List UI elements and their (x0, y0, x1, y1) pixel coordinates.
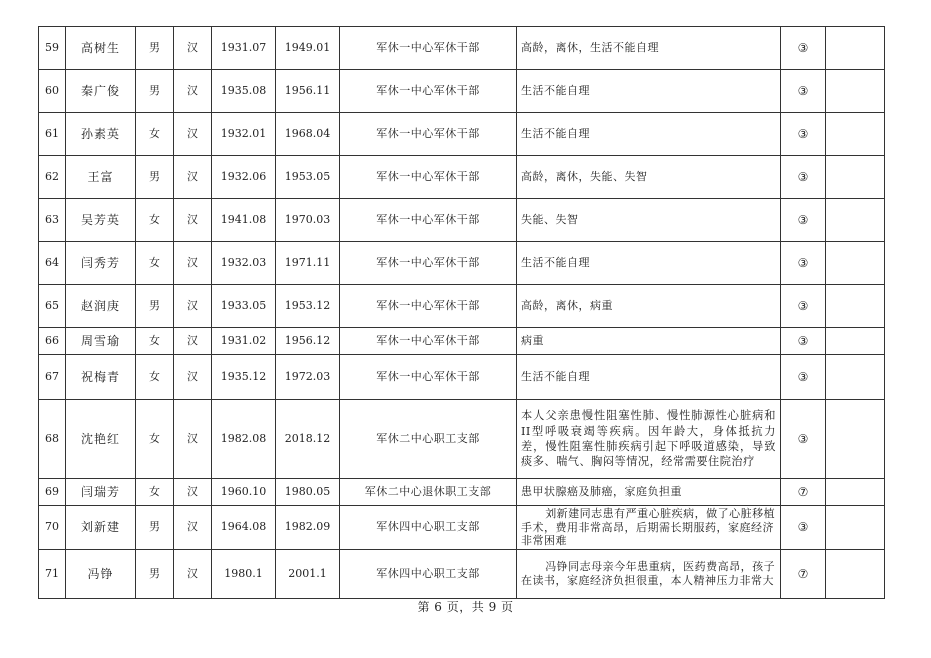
work-unit: 军休一中心军休干部 (340, 242, 517, 285)
ethnicity: 汉 (174, 328, 212, 355)
birth-date: 1935.08 (212, 70, 276, 113)
table-row (39, 355, 885, 400)
gender: 男 (136, 285, 174, 328)
row-number: 68 (39, 400, 66, 479)
birth-date: 1932.03 (212, 242, 276, 285)
gender: 男 (136, 156, 174, 199)
birth-date: 1933.05 (212, 285, 276, 328)
ethnicity: 汉 (174, 156, 212, 199)
birth-date: 1932.06 (212, 156, 276, 199)
hardship-reason: 生活不能自理 (517, 70, 781, 113)
row-number: 63 (39, 199, 66, 242)
note-cell (826, 355, 885, 400)
hardship-reason: 生活不能自理 (517, 113, 781, 156)
work-unit: 军休二中心职工支部 (340, 400, 517, 479)
work-start-date: 1970.03 (276, 199, 340, 242)
table-row (39, 199, 885, 242)
person-name: 祝梅青 (66, 355, 136, 400)
ethnicity: 汉 (174, 113, 212, 156)
category-mark: ⑦ (781, 479, 826, 506)
work-unit: 军休四中心职工支部 (340, 506, 517, 550)
birth-date: 1935.12 (212, 355, 276, 400)
note-cell (826, 479, 885, 506)
work-start-date: 1971.11 (276, 242, 340, 285)
applicant-table (38, 26, 885, 599)
note-cell (826, 156, 885, 199)
note-cell (826, 70, 885, 113)
person-name: 闫瑞芳 (66, 479, 136, 506)
row-number: 62 (39, 156, 66, 199)
birth-date: 1980.1 (212, 550, 276, 599)
work-unit: 军休一中心军休干部 (340, 355, 517, 400)
category-mark: ③ (781, 199, 826, 242)
person-name: 王富 (66, 156, 136, 199)
category-mark: ③ (781, 400, 826, 479)
note-cell (826, 400, 885, 479)
work-unit: 军休一中心军休干部 (340, 328, 517, 355)
person-name: 刘新建 (66, 506, 136, 550)
hardship-reason: 刘新建同志患有严重心脏疾病，做了心脏移植手术，费用非常高昂，后期需长期服药，家庭经济非常困难 (517, 506, 781, 550)
category-mark: ③ (781, 27, 826, 70)
birth-date: 1982.08 (212, 400, 276, 479)
row-number: 67 (39, 355, 66, 400)
category-mark: ③ (781, 285, 826, 328)
hardship-reason: 病重 (517, 328, 781, 355)
gender: 女 (136, 242, 174, 285)
category-mark: ③ (781, 506, 826, 550)
table-row (39, 400, 885, 479)
person-name: 孙素英 (66, 113, 136, 156)
table-row (39, 328, 885, 355)
hardship-reason: 高龄，离休，失能、失智 (517, 156, 781, 199)
hardship-reason: 高龄，离休，病重 (517, 285, 781, 328)
birth-date: 1960.10 (212, 479, 276, 506)
work-unit: 军休一中心军休干部 (340, 27, 517, 70)
ethnicity: 汉 (174, 199, 212, 242)
work-start-date: 1980.05 (276, 479, 340, 506)
work-start-date: 1953.12 (276, 285, 340, 328)
person-name: 高树生 (66, 27, 136, 70)
category-mark: ⑦ (781, 550, 826, 599)
work-unit: 军休一中心军休干部 (340, 70, 517, 113)
ethnicity: 汉 (174, 400, 212, 479)
table-row (39, 70, 885, 113)
work-unit: 军休一中心军休干部 (340, 113, 517, 156)
table-row (39, 285, 885, 328)
gender: 男 (136, 27, 174, 70)
note-cell (826, 328, 885, 355)
birth-date: 1932.01 (212, 113, 276, 156)
person-name: 闫秀芳 (66, 242, 136, 285)
table-body (39, 27, 885, 599)
category-mark: ③ (781, 156, 826, 199)
hardship-reason: 高龄，离休，生活不能自理 (517, 27, 781, 70)
table-row (39, 156, 885, 199)
work-unit: 军休一中心军休干部 (340, 199, 517, 242)
page-number-footer: 第 6 页，共 9 页 (417, 600, 514, 614)
person-name: 沈艳红 (66, 400, 136, 479)
category-mark: ③ (781, 328, 826, 355)
work-start-date: 2018.12 (276, 400, 340, 479)
ethnicity: 汉 (174, 550, 212, 599)
ethnicity: 汉 (174, 242, 212, 285)
birth-date: 1931.07 (212, 27, 276, 70)
gender: 男 (136, 70, 174, 113)
work-start-date: 1953.05 (276, 156, 340, 199)
category-mark: ③ (781, 242, 826, 285)
work-start-date: 1982.09 (276, 506, 340, 550)
category-mark: ③ (781, 355, 826, 400)
gender: 男 (136, 506, 174, 550)
row-number: 69 (39, 479, 66, 506)
work-unit: 军休二中心退休职工支部 (340, 479, 517, 506)
work-start-date: 1949.01 (276, 27, 340, 70)
row-number: 66 (39, 328, 66, 355)
note-cell (826, 27, 885, 70)
note-cell (826, 550, 885, 599)
work-start-date: 2001.1 (276, 550, 340, 599)
row-number: 64 (39, 242, 66, 285)
row-number: 61 (39, 113, 66, 156)
table-row (39, 242, 885, 285)
note-cell (826, 506, 885, 550)
table-row (39, 113, 885, 156)
category-mark: ③ (781, 113, 826, 156)
ethnicity: 汉 (174, 479, 212, 506)
birth-date: 1931.02 (212, 328, 276, 355)
ethnicity: 汉 (174, 285, 212, 328)
hardship-reason: 生活不能自理 (517, 355, 781, 400)
ethnicity: 汉 (174, 506, 212, 550)
person-name: 周雪瑜 (66, 328, 136, 355)
category-mark: ③ (781, 70, 826, 113)
hardship-reason: 失能、失智 (517, 199, 781, 242)
gender: 女 (136, 355, 174, 400)
birth-date: 1964.08 (212, 506, 276, 550)
gender: 女 (136, 479, 174, 506)
person-name: 冯铮 (66, 550, 136, 599)
work-unit: 军休一中心军休干部 (340, 156, 517, 199)
hardship-reason: 患甲状腺癌及肺癌，家庭负担重 (517, 479, 781, 506)
note-cell (826, 199, 885, 242)
ethnicity: 汉 (174, 70, 212, 113)
row-number: 71 (39, 550, 66, 599)
work-start-date: 1972.03 (276, 355, 340, 400)
table-row (39, 550, 885, 599)
person-name: 吴芳英 (66, 199, 136, 242)
hardship-reason: 本人父亲患慢性阻塞性肺、慢性肺源性心脏病和II型呼吸衰竭等疾病。因年龄大，身体抵抗力差，慢性阻塞性肺疾病引起下呼吸道感染，导致痰多、喘气、胸闷等情况，经常需要住院治疗 (517, 400, 781, 479)
work-start-date: 1968.04 (276, 113, 340, 156)
row-number: 59 (39, 27, 66, 70)
hardship-reason: 冯铮同志母亲今年患重病，医药费高昂，孩子在读书，家庭经济负担很重，本人精神压力非常大 (517, 550, 781, 599)
work-start-date: 1956.12 (276, 328, 340, 355)
gender: 女 (136, 199, 174, 242)
row-number: 70 (39, 506, 66, 550)
gender: 男 (136, 550, 174, 599)
work-unit: 军休一中心军休干部 (340, 285, 517, 328)
birth-date: 1941.08 (212, 199, 276, 242)
table-row (39, 506, 885, 550)
note-cell (826, 242, 885, 285)
row-number: 60 (39, 70, 66, 113)
gender: 女 (136, 328, 174, 355)
gender: 女 (136, 113, 174, 156)
ethnicity: 汉 (174, 27, 212, 70)
ethnicity: 汉 (174, 355, 212, 400)
gender: 女 (136, 400, 174, 479)
note-cell (826, 285, 885, 328)
note-cell (826, 113, 885, 156)
work-start-date: 1956.11 (276, 70, 340, 113)
hardship-reason: 生活不能自理 (517, 242, 781, 285)
table-row (39, 479, 885, 506)
table-row (39, 27, 885, 70)
row-number: 65 (39, 285, 66, 328)
person-name: 赵润庚 (66, 285, 136, 328)
work-unit: 军休四中心职工支部 (340, 550, 517, 599)
person-name: 秦广俊 (66, 70, 136, 113)
